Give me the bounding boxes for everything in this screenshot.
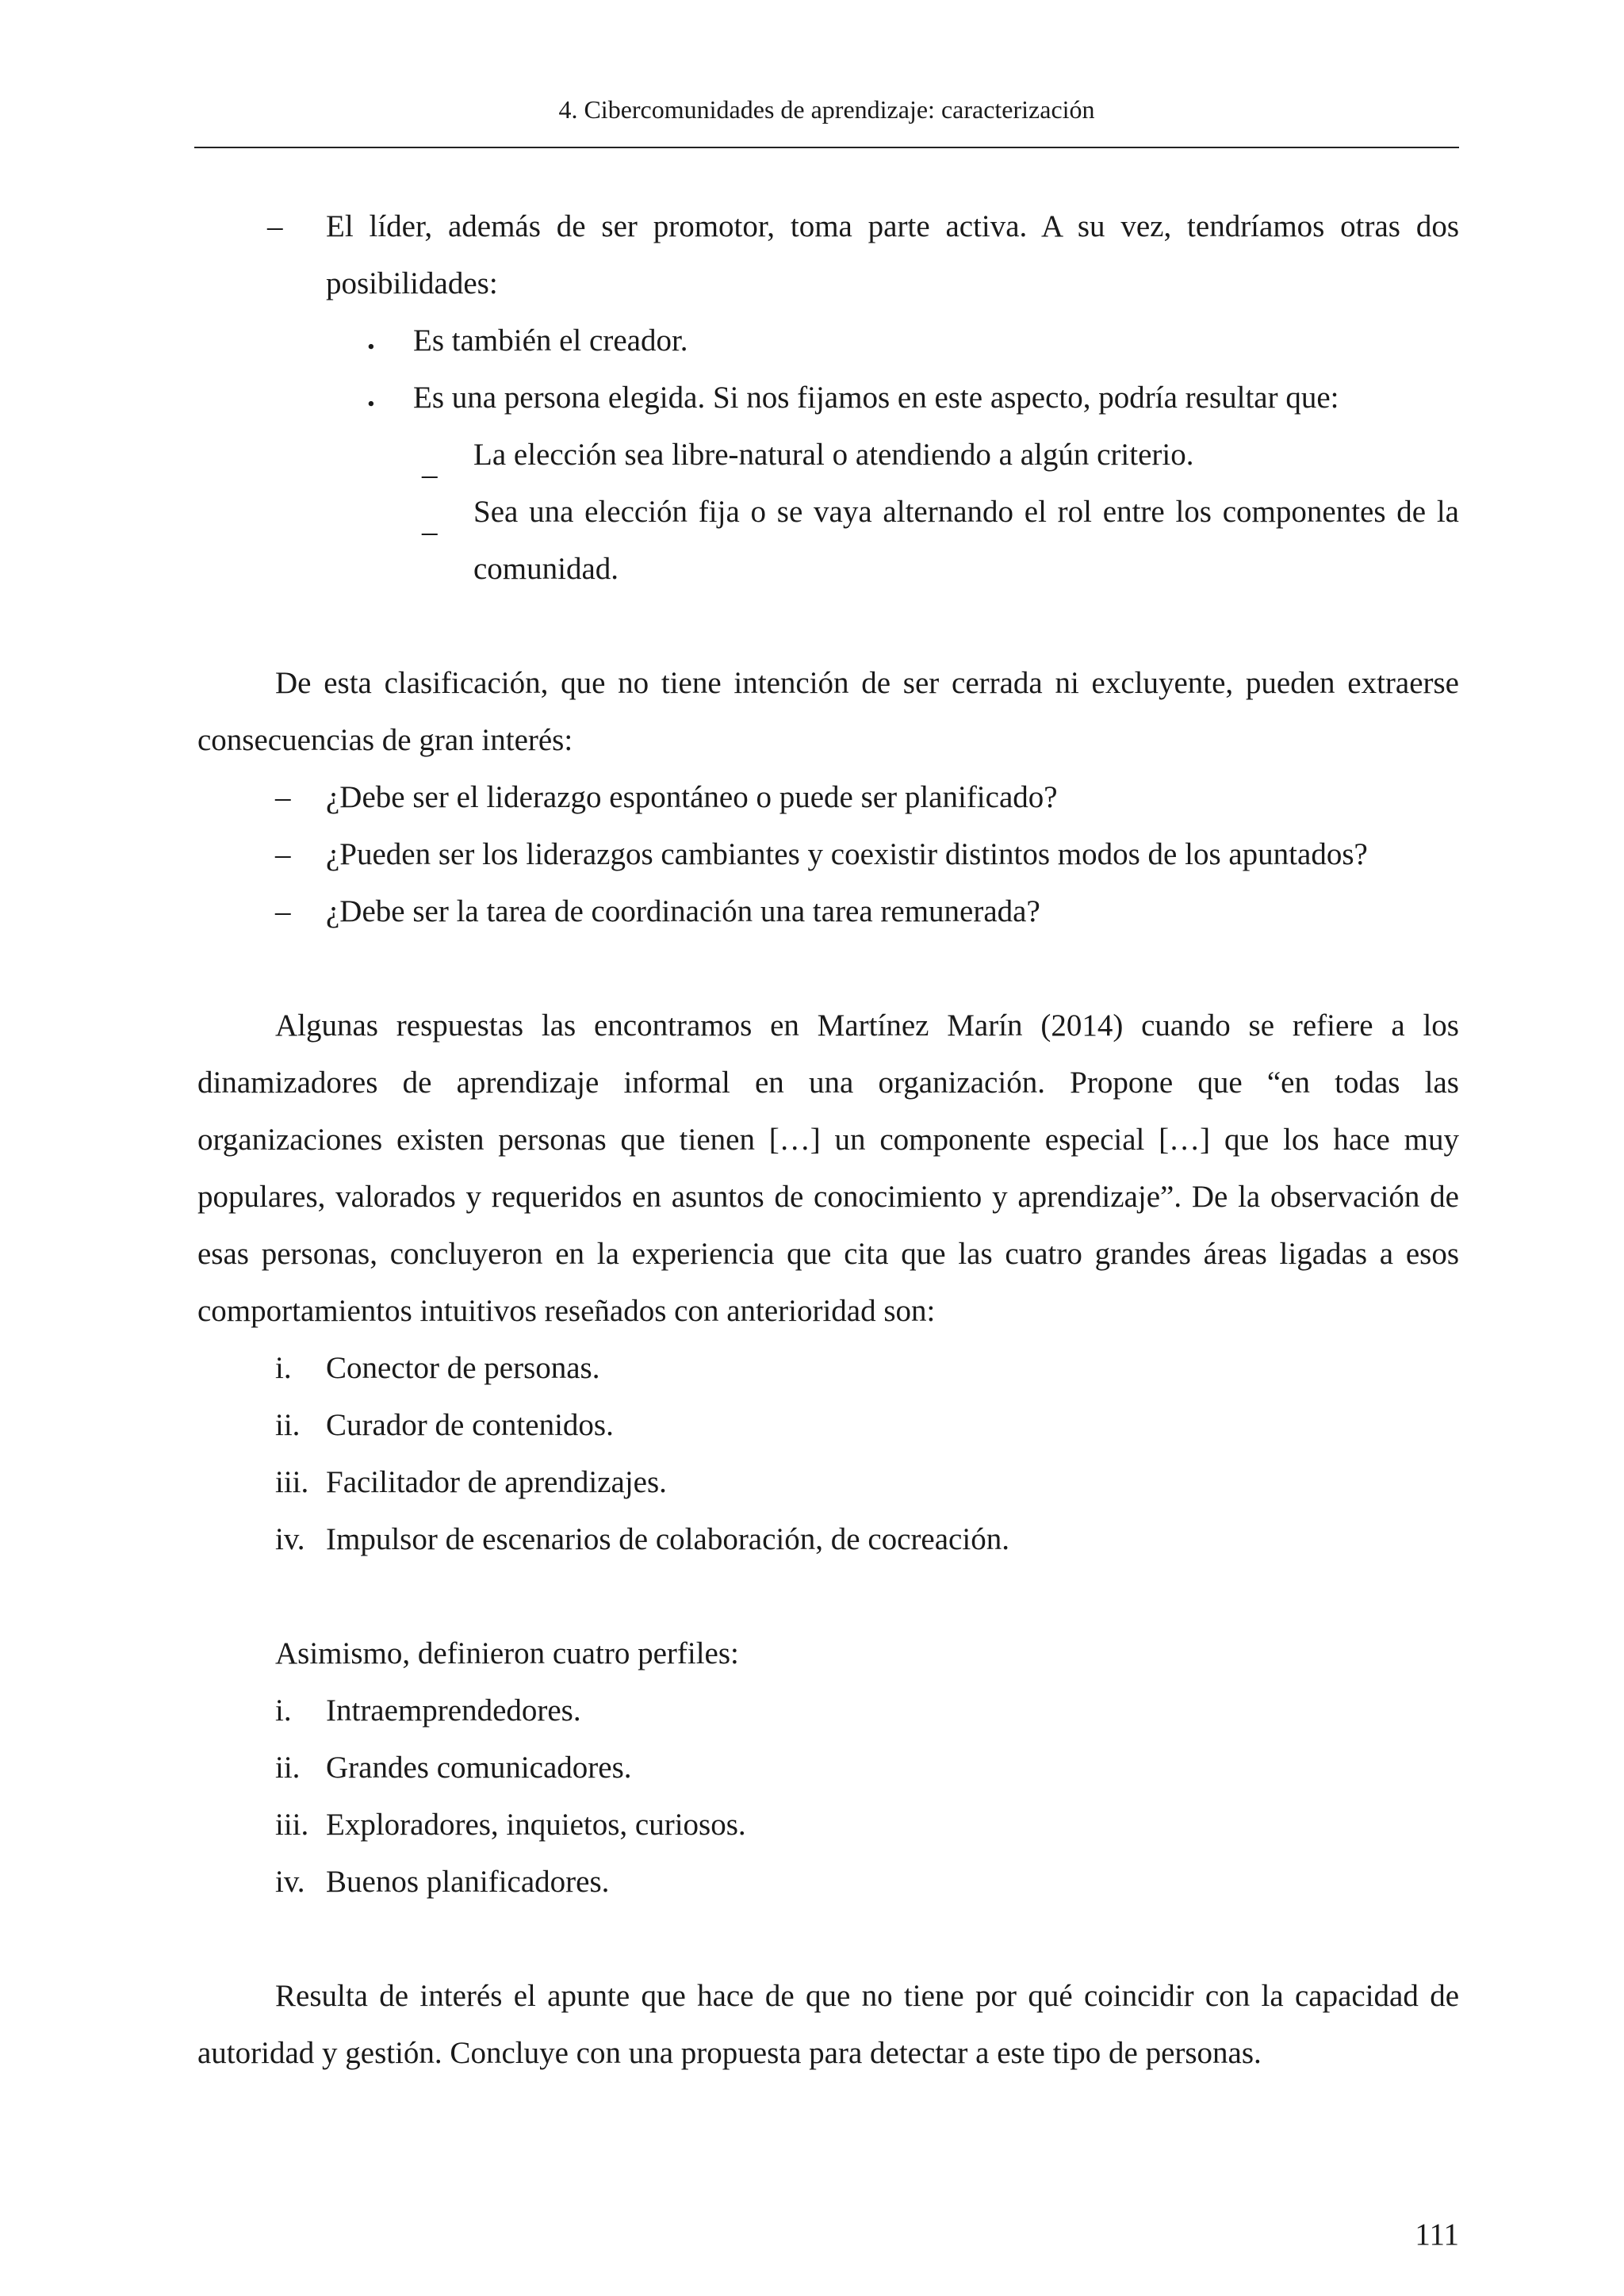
roman-numeral: ii. [275, 1408, 301, 1442]
roman-numeral: iv. [275, 1522, 305, 1556]
page-body [197, 198, 1459, 2082]
leader-sub-item [197, 312, 1459, 369]
dash-item-text: El líder, además de ser promotor, toma parte activa. A su vez, tendríamos otras dos posibilidades: [326, 209, 1459, 300]
area-text: Curador de contenidos. [326, 1408, 614, 1442]
paragraph-gap [197, 1568, 1459, 1625]
roman-numeral: iii. [275, 1465, 309, 1499]
leader-sub-item [197, 369, 1459, 427]
area-list-item [197, 1454, 1459, 1511]
sub-item-text: Es también el creador. [413, 323, 688, 358]
area-text: Impulsor de escenarios de colaboración, de cocreación. [326, 1522, 1009, 1556]
paragraph-gap [197, 940, 1459, 997]
profile-list-item [197, 1797, 1459, 1854]
area-list-item [197, 1511, 1459, 1568]
leader-dash-item [197, 198, 1459, 312]
area-list-item [197, 1340, 1459, 1397]
roman-numeral: i. [275, 1351, 292, 1385]
profile-list-item [197, 1739, 1459, 1797]
dash-bullet: – [275, 837, 291, 871]
roman-numeral: i. [275, 1693, 292, 1728]
dash-bullet: – [275, 894, 291, 928]
paragraph-answers: Algunas respuestas las encontramos en Martínez Marín (2014) cuando se refiere a los dinamizadores de aprendizaje informal en una organización. Propone que “en todas las organizaciones existen personas que tienen […] un componente especial […] que los hace muy populares, valorados y requeridos en asuntos de conocimiento y aprendizaje”. De la observación de esas personas, concluyeron en la experiencia que cita que las cuatro grandes áreas ligadas a esos comportamientos intuitivos reseñados con anterioridad son: [197, 1008, 1459, 1328]
sub-sub-item-text: Sea una elección fija o se vaya alternando el rol entre los componentes de la comunidad. [473, 495, 1459, 586]
area-list-item [197, 1397, 1459, 1454]
question-item [197, 769, 1459, 826]
roman-numeral: iii. [275, 1808, 309, 1842]
page-number: 111 [1415, 2218, 1459, 2252]
paragraph-gap [197, 1911, 1459, 1968]
profile-text: Intraemprendedores. [326, 1693, 581, 1728]
question-item [197, 883, 1459, 940]
dash-bullet: – [275, 780, 291, 814]
dash-bullet: – [267, 209, 283, 243]
leader-sub-sub-item [197, 427, 1459, 484]
paragraph-gap [197, 598, 1459, 655]
leader-sub-sub-item [197, 484, 1459, 598]
profile-text: Exploradores, inquietos, curiosos. [326, 1808, 746, 1842]
dot-bullet: . [367, 322, 375, 356]
roman-numeral: ii. [275, 1751, 301, 1785]
header-rule [194, 147, 1459, 148]
question-text: ¿Debe ser el liderazgo espontáneo o puede ser planificado? [326, 780, 1058, 814]
underscore-bullet: _ [422, 504, 438, 538]
sub-item-text: Es una persona elegida. Si nos fijamos en este aspecto, podría resultar que: [413, 381, 1339, 415]
profile-list-item [197, 1854, 1459, 1911]
profile-list-item [197, 1682, 1459, 1739]
dot-bullet: . [367, 379, 375, 413]
sub-sub-item-text: La elección sea libre-natural o atendiendo a algún criterio. [473, 438, 1194, 472]
paragraph-profiles: Asimismo, definieron cuatro perfiles: [275, 1636, 739, 1670]
area-text: Conector de personas. [326, 1351, 600, 1385]
underscore-bullet: _ [422, 447, 438, 481]
question-text: ¿Debe ser la tarea de coordinación una tarea remunerada? [326, 894, 1040, 928]
area-text: Facilitador de aprendizajes. [326, 1465, 667, 1499]
profile-text: Grandes comunicadores. [326, 1751, 632, 1785]
paragraph-conclusion: Resulta de interés el apunte que hace de que no tiene por qué coincidir con la capacidad de autoridad y gestión. Concluye con una propuesta para detectar a este tipo de personas. [197, 1979, 1459, 2070]
roman-numeral: iv. [275, 1865, 305, 1899]
question-text: ¿Pueden ser los liderazgos cambiantes y coexistir distintos modos de los apuntados? [326, 837, 1368, 871]
question-item [197, 826, 1459, 883]
running-header: 4. Cibercomunidades de aprendizaje: caracterización [558, 95, 1095, 124]
paragraph-classification: De esta clasificación, que no tiene intención de ser cerrada ni excluyente, pueden extraerse consecuencias de gran interés: [197, 666, 1459, 757]
profile-text: Buenos planificadores. [326, 1865, 610, 1899]
